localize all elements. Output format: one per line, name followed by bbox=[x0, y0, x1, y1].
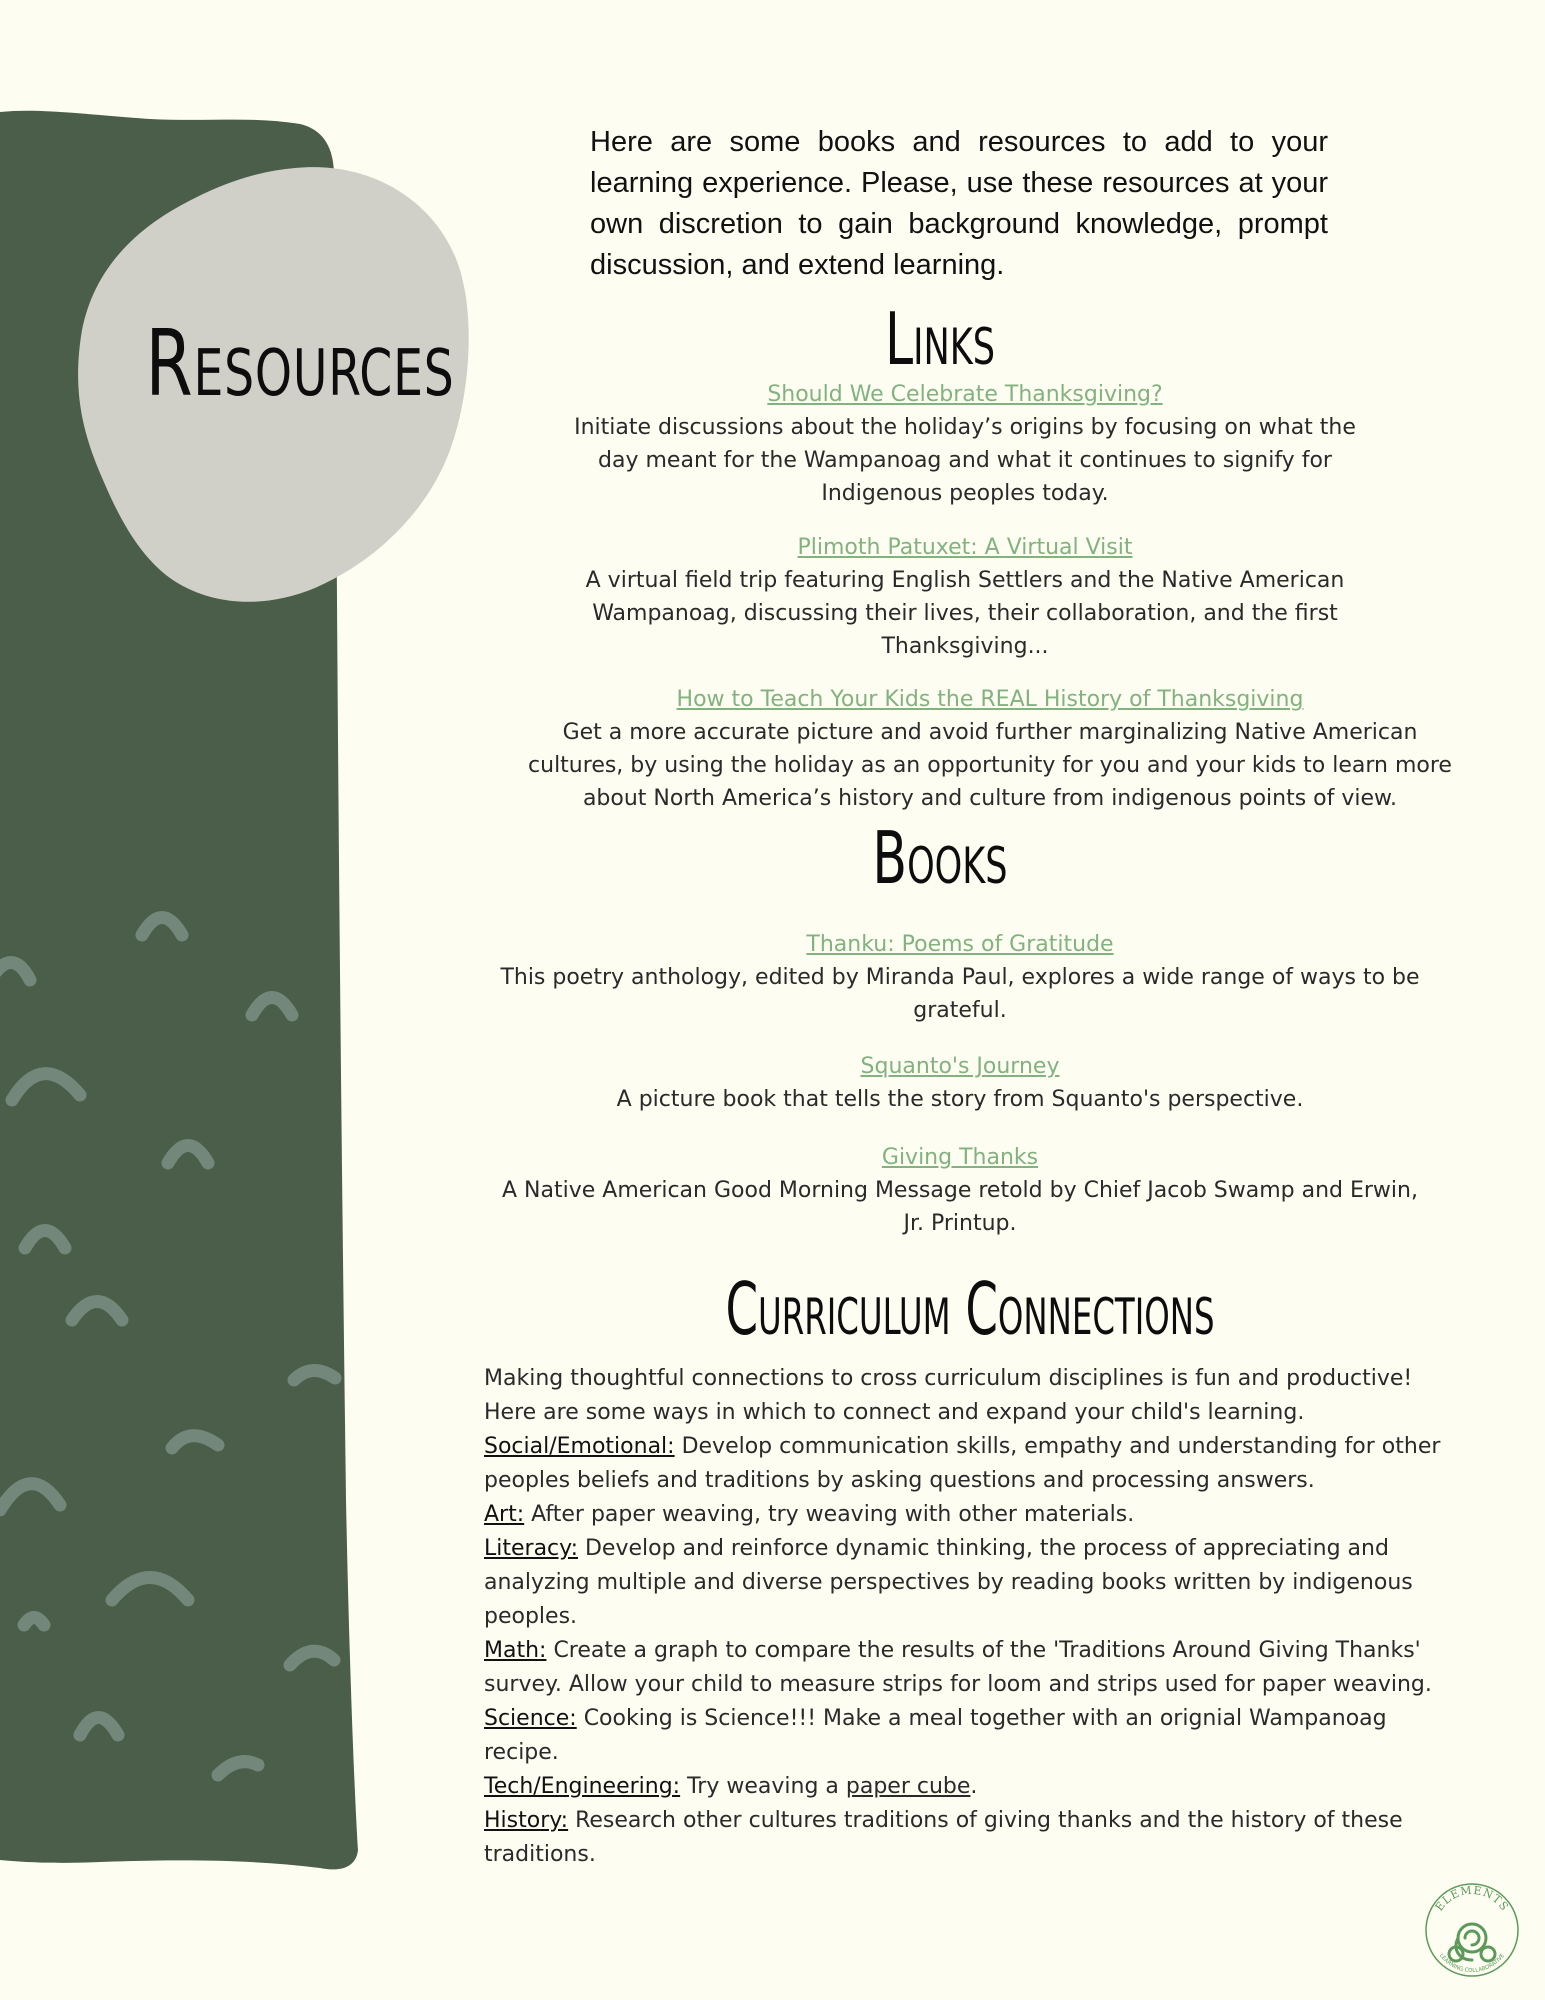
curriculum-item-history bbox=[484, 1804, 1454, 1872]
intro-paragraph: Here are some books and resources to add to your learning experience. Please, use these resources at your own discretion to gain background knowledge, prompt discussion, and extend learning. bbox=[590, 126, 1328, 281]
curriculum-label: History: bbox=[484, 1808, 569, 1833]
resources-title: Resources bbox=[145, 310, 455, 417]
link-title[interactable]: How to Teach Your Kids the REAL History of Thanksgiving bbox=[676, 687, 1304, 712]
curriculum-text: Develop communication skills, empathy and understanding for other peoples beliefs and traditions by asking questions and processing answers. bbox=[484, 1434, 1441, 1493]
book-description: A picture book that tells the story from Squanto's perspective. bbox=[616, 1087, 1304, 1112]
elements-logo bbox=[1422, 1880, 1522, 1980]
svg-text:ELEMENTS bbox=[1433, 1884, 1512, 1914]
book-description: A Native American Good Morning Message retold by Chief Jacob Swamp and Erwin, Jr. Printup. bbox=[502, 1178, 1418, 1236]
link-title[interactable]: Should We Celebrate Thanksgiving? bbox=[767, 382, 1163, 407]
curriculum-item-math bbox=[484, 1634, 1454, 1702]
fern-icon bbox=[1449, 1924, 1495, 1961]
book-description: This poetry anthology, edited by Miranda Paul, explores a wide range of ways to be grateful. bbox=[500, 965, 1420, 1023]
curriculum-label: Math: bbox=[484, 1638, 547, 1663]
book-entry bbox=[490, 1050, 1430, 1116]
curriculum-text: Cooking is Science!!! Make a meal together with an orignial Wampanoag recipe. bbox=[484, 1706, 1387, 1765]
curriculum-label: Art: bbox=[484, 1502, 525, 1527]
paper-cube-link[interactable]: paper cube bbox=[845, 1774, 971, 1799]
curriculum-intro: Making thoughtful connections to cross curriculum disciplines is fun and productive! Here are some ways in which to connect and expand your child's learning. bbox=[484, 1366, 1413, 1425]
curriculum-label: Social/Emotional: bbox=[484, 1434, 675, 1459]
book-title[interactable]: Giving Thanks bbox=[881, 1145, 1039, 1170]
link-title[interactable]: Plimoth Patuxet: A Virtual Visit bbox=[797, 535, 1133, 560]
curriculum-item-literacy bbox=[484, 1532, 1454, 1634]
curriculum-label: Literacy: bbox=[484, 1536, 578, 1561]
links-heading: Links bbox=[884, 297, 996, 381]
link-description: Get a more accurate picture and avoid further marginalizing Native American cultures, by using the holiday as an opportunity for you and your kids to learn more about North America’s history and culture from indigenous points of view. bbox=[528, 720, 1452, 811]
curriculum-text: Try weaving a bbox=[680, 1774, 846, 1799]
curriculum-heading: Curriculum Connections bbox=[725, 1267, 1215, 1351]
curriculum-text: Create a graph to compare the results of the 'Traditions Around Giving Thanks' survey. Allow your child to measure strips for loom and strips used for paper weaving. bbox=[484, 1638, 1432, 1697]
curriculum-text-after: . bbox=[970, 1774, 978, 1799]
curriculum-body bbox=[484, 1362, 1454, 1872]
curriculum-item-tech-engineering bbox=[484, 1770, 1454, 1804]
book-title[interactable]: Thanku: Poems of Gratitude bbox=[806, 932, 1114, 957]
book-entry bbox=[490, 928, 1430, 1027]
link-description: Initiate discussions about the holiday’s origins by focusing on what the day meant for the Wampanoag and what it continues to signify for Indigenous peoples today. bbox=[574, 415, 1356, 506]
curriculum-label: Science: bbox=[484, 1706, 577, 1731]
book-title[interactable]: Squanto's Journey bbox=[860, 1054, 1060, 1079]
link-entry bbox=[560, 378, 1370, 510]
curriculum-text: Develop and reinforce dynamic thinking, the process of appreciating and analyzing multiple and diverse perspectives by reading books written by indigenous peoples. bbox=[484, 1536, 1413, 1629]
logo-bottom-text: LEARNING COLLABORATIVE bbox=[1437, 1952, 1507, 1975]
link-entry bbox=[525, 683, 1455, 815]
curriculum-text: Research other cultures traditions of giving thanks and the history of these traditions. bbox=[484, 1808, 1403, 1867]
curriculum-item-science bbox=[484, 1702, 1454, 1770]
curriculum-item-art bbox=[484, 1498, 1454, 1532]
logo-top-text: ELEMENTS bbox=[1432, 1883, 1512, 1914]
link-description: A virtual field trip featuring English Settlers and the Native American Wampanoag, discussing their lives, their collaboration, and the first Thanksgiving... bbox=[585, 568, 1345, 659]
curriculum-item-social-emotional bbox=[484, 1430, 1454, 1498]
books-heading: Books bbox=[872, 816, 1008, 900]
book-entry bbox=[490, 1141, 1430, 1240]
link-entry bbox=[575, 531, 1355, 663]
curriculum-label: Tech/Engineering: bbox=[484, 1774, 681, 1799]
curriculum-text: After paper weaving, try weaving with other materials. bbox=[524, 1502, 1135, 1527]
